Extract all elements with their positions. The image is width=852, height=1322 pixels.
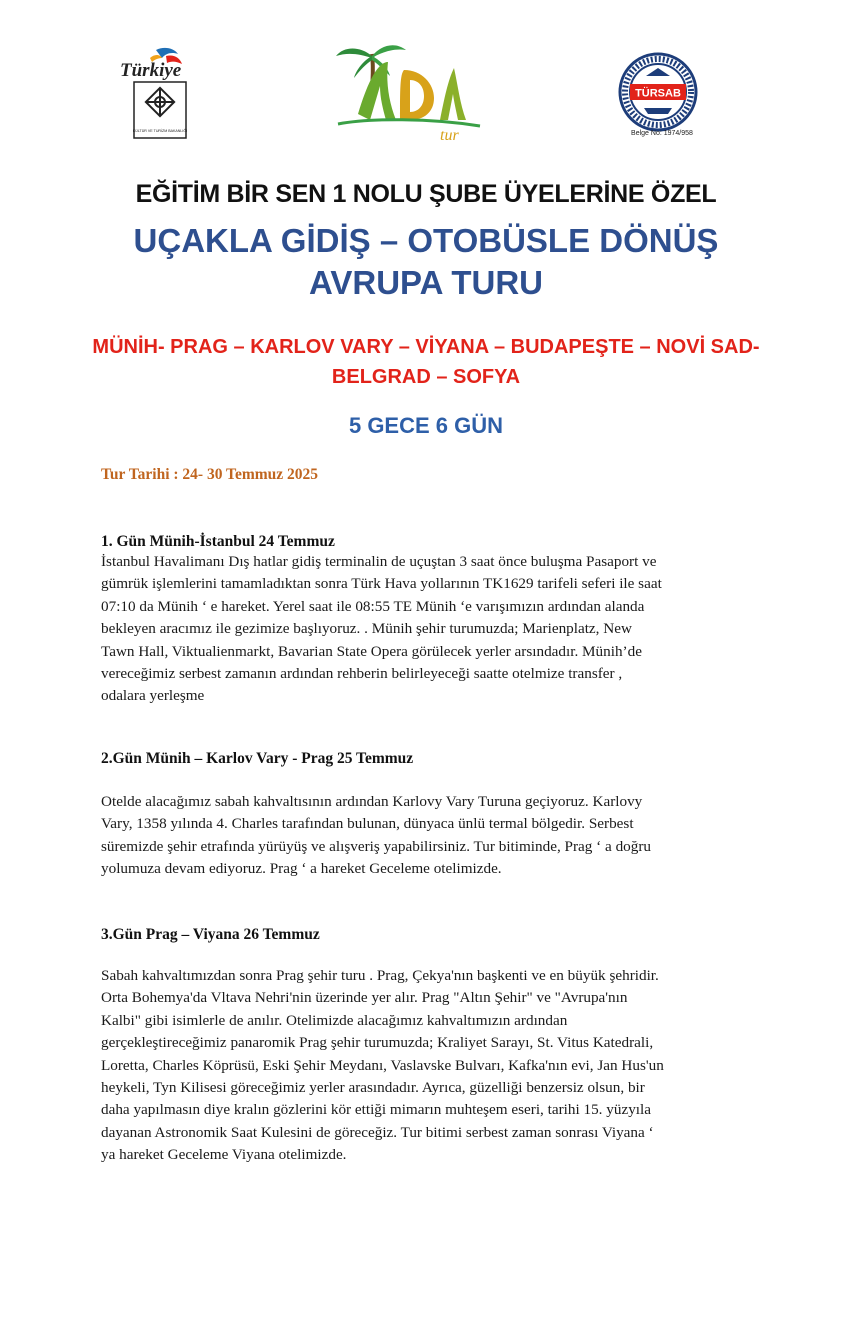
day-3-line: Loretta, Charles Köprüsü, Eski Şehir Meydanı, Vaslavske Bulvarı, Kafka'nın evi, Jan Hus'un [101, 1056, 664, 1074]
svg-text:tur: tur [440, 127, 459, 144]
title-line-2: AVRUPA TURU [308, 264, 544, 301]
tour-date: Tur Tarihi : 24- 30 Temmuz 2025 [101, 466, 319, 483]
members-heading: EĞİTİM BİR SEN 1 NOLU ŞUBE ÜYELERİNE ÖZEL [135, 180, 717, 208]
ada-tur-logo [330, 40, 490, 144]
day-1-line: gümrük işlemlerini tamamladıktan sonra Türk Hava yollarının TK1629 tarifeli seferi ile saat [101, 575, 662, 593]
day-2-line: Otelde alacağımız sabah kahvaltısının ardından Karlovy Vary Turuna geçiyoruz. Karlovy [101, 793, 643, 810]
day-1-line: odalara yerleşme [101, 687, 205, 705]
day-3-line: heykeli, Tyn Kilisesi göreceğimiz yerler arasındadır. Ayrıca, güzelliği benzersiz olsun, bir [101, 1079, 645, 1097]
day-2-line: yolumuza devam ediyoruz. Prag ‘ a hareket Geceleme otelimizde. [101, 860, 502, 878]
svg-text:KÜLTÜR VE TURİZM BAKANLIĞI: KÜLTÜR VE TURİZM BAKANLIĞI [132, 129, 188, 133]
turkiye-logo [116, 44, 206, 140]
title-line-1: UÇAKLA GİDİŞ – OTOBÜSLE DÖNÜŞ [133, 222, 719, 259]
route-line-2: BELGRAD – SOFYA [331, 366, 521, 388]
day-2-heading: 2.Gün Münih – Karlov Vary - Prag 25 Temmuz [101, 750, 414, 767]
day-3-line: daha yapılmasın diye kralın gözlerini kör ettiği mimarın muhteşem eseri, tarihi 15. yüzyıla [101, 1101, 651, 1119]
day-3-line: ya hareket Geceleme Viyana otelimizde. [101, 1146, 347, 1164]
day-3-line: Orta Bohemya'da Vltava Nehri'nin üzerinde yer alır. Prag "Altın Şehir" ve "Avrupa'nın [101, 989, 628, 1007]
day-2-line: Vary, 1358 yılında 4. Charles tarafından bulunan, dünyaca ünlü termal bölgedir. Serbest [101, 815, 634, 833]
day-1-heading: 1. Gün Münih-İstanbul 24 Temmuz [101, 533, 335, 550]
day-3-line: dayanan Astronomik Saat Kulesini de göreceğiz. Tur bitimi serbest zaman sonrası Viyana ‘ [101, 1123, 654, 1141]
svg-text:Türkiye: Türkiye [120, 60, 182, 81]
day-2-line: süremizde şehir etrafında yürüyüş ve alışveriş yapabilirsiniz. Tur bitiminde, Prag ‘ a doğru [101, 837, 652, 855]
day-2-body [101, 791, 751, 881]
day-1-line: İstanbul Havalimanı Dış hatlar gidiş terminalin de uçuştan 3 saat önce buluşma Pasaport ve [101, 553, 657, 570]
day-1-line: vereceğimiz serbest zamanın ardından rehberin belirleyeceği saatte otelmize transfer , [101, 665, 623, 683]
day-3-body [101, 965, 751, 1167]
duration-heading: 5 GECE 6 GÜN [348, 413, 504, 438]
day-1-body [101, 551, 751, 708]
day-3-line: Kalbi" gibi isimlerle de anılır. Otelimizde alacağımız kahvaltımızın ardından [101, 1011, 568, 1029]
day-1-line: Tawn Hall, Viktualienmarkt, Bavarian State Opera görülecek yerler arsındadır. Münih’de [101, 642, 642, 660]
day-3-heading: 3.Gün Prag – Viyana 26 Temmuz [101, 926, 320, 943]
day-1-line: bekleyen aracımız ile gezimize başlıyoruz. . Münih şehir turumuzda; Marienplatz, New [101, 620, 632, 638]
route-line-1: MÜNİH- PRAG – KARLOV VARY – VİYANA – BUDAPEŞTE – NOVİ SAD- [92, 336, 760, 358]
day-3-line: gerçekleştireceğimiz panaromik Prag şehir turumuzda; Kraliyet Sarayı, St. Vitus Katedrali, [101, 1034, 654, 1052]
day-3-line: Sabah kahvaltımızdan sonra Prag şehir turu . Prag, Çekya'nın başkenti ve en büyük şehridir. [101, 967, 659, 984]
svg-text:TÜRSAB: TÜRSAB [635, 87, 681, 100]
tursab-certificate-number: Belge No: 1974/958 [631, 130, 693, 137]
day-1-line: 07:10 da Münih ‘ e hareket. Yerel saat ile 08:55 TE Münih ‘e varışımızın ardından alanda [101, 597, 645, 615]
